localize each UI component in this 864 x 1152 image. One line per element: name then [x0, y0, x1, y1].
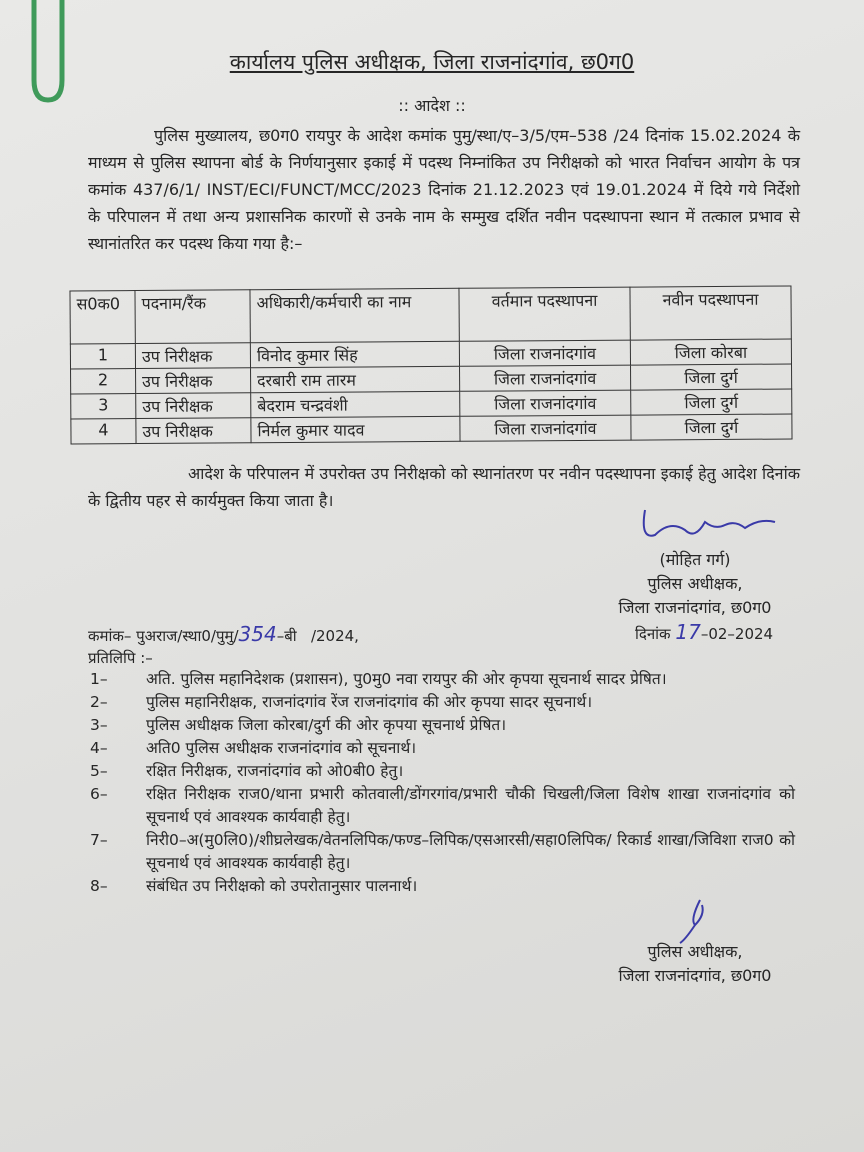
- item-number: 7–: [90, 831, 108, 849]
- list-item: [90, 668, 795, 691]
- col-new-posting: नवीन पदस्थापना: [630, 286, 791, 340]
- item-number: 4–: [90, 739, 108, 757]
- signatory-office: जिला राजनांदगांव, छ0ग0: [618, 598, 772, 617]
- cell-serial: 2: [71, 369, 136, 394]
- cell-rank: उप निरीक्षक: [136, 368, 251, 394]
- closing-paragraph: आदेश के परिपालन में उपरोक्त उप निरीक्षको को स्थानांतरण पर नवीन पदस्थापना इकाई हेतु आदेश दिनांक के द्वितीय पहर से कार्यमुक्त किया जाता है।: [88, 464, 800, 510]
- cell-name: दरबारी राम तारम: [251, 366, 460, 392]
- item-text: अति0 पुलिस अधीक्षक राजनांदगांव को सूचनार्थ।: [146, 739, 417, 757]
- cell-rank: उप निरीक्षक: [136, 393, 251, 419]
- list-item: [90, 783, 795, 829]
- list-item: [90, 714, 795, 737]
- table-header-row: [70, 286, 791, 344]
- col-serial: स0क0: [70, 291, 135, 344]
- signatory-block: [590, 548, 800, 620]
- item-text: पुलिस महानिरीक्षक, राजनांदगांव रेंज राजनांदगांव की ओर कृपया सादर सूचनार्थ।: [146, 693, 593, 711]
- list-item: [90, 691, 795, 714]
- item-number: 1–: [90, 670, 108, 688]
- ref-suffix: –बी /2024,: [276, 627, 359, 645]
- item-number: 6–: [90, 785, 108, 803]
- office-title: कार्यालय पुलिस अधीक्षक, जिला राजनांदगांव, छ0ग0: [229, 50, 635, 74]
- copy-header: प्रतिलिपि :–: [88, 649, 153, 667]
- signature-icon: [625, 500, 795, 550]
- cell-new: जिला कोरबा: [630, 339, 791, 365]
- col-current-posting: वर्तमान पदस्थापना: [459, 287, 630, 341]
- copy-list: [90, 668, 795, 898]
- signatory-name: (मोहित गर्ग): [659, 550, 731, 569]
- cell-serial: 1: [70, 344, 135, 369]
- cell-new: जिला दुर्ग: [631, 414, 792, 440]
- list-item: [90, 737, 795, 760]
- col-rank: पदनाम/रैंक: [135, 290, 250, 344]
- item-text: रक्षित निरीक्षक, राजनांदगांव को ओ0बी0 हेतु।: [146, 762, 404, 780]
- signatory-designation: पुलिस अधीक्षक,: [647, 574, 743, 593]
- signatory2-office: जिला राजनांदगांव, छ0ग0: [618, 966, 772, 985]
- cell-current: जिला राजनांदगांव: [460, 365, 631, 391]
- cell-name: बेदराम चन्द्रवंशी: [251, 391, 460, 417]
- ref-handwritten-number: 354: [238, 622, 277, 646]
- cell-rank: उप निरीक्षक: [136, 418, 251, 444]
- date-day: 17: [675, 620, 701, 644]
- cell-new: जिला दुर्ग: [631, 389, 792, 415]
- cell-current: जिला राजनांदगांव: [460, 415, 631, 441]
- item-number: 8–: [90, 877, 108, 895]
- cell-current: जिला राजनांदगांव: [460, 390, 631, 416]
- col-name: अधिकारी/कर्मचारी का नाम: [250, 288, 459, 342]
- transfer-table: [69, 285, 792, 444]
- date-label: दिनांक: [635, 625, 671, 643]
- cell-new: जिला दुर्ग: [631, 364, 792, 390]
- signatory2-designation: पुलिस अधीक्षक,: [647, 942, 743, 961]
- item-text: पुलिस अधीक्षक जिला कोरबा/दुर्ग की ओर कृपया सूचनार्थ प्रेषित।: [146, 716, 507, 734]
- reference-number: [88, 622, 359, 646]
- item-text: रक्षित निरीक्षक राज0/थाना प्रभारी कोतवाली/डोंगरगांव/प्रभारी चौकी चिखली/जिला विशेष शाखा राजनांदगांव को सूचनार्थ एवं आवश्यक कार्यवाही हेतु।: [146, 785, 795, 826]
- item-number: 3–: [90, 716, 108, 734]
- intro-paragraph: पुलिस मुख्यालय, छ0ग0 रायपुर के आदेश कमांक पुमु/स्था/ए–3/5/एम–538 /24 दिनांक 15.02.2024 के माध्यम से पुलिस स्थापना बोर्ड के निर्णयानुसार इकाई में पदस्थ निम्नांकित उप निरीक्षको को भारत निर्वाचन आयोग के पत्र कमांक 437/6/1/ INST/ECI/FUNCT/MCC/2023 दिनांक 21.12.2023 एवं 19.01.2024 में दिये गये निर्देशो के परिपालन में तथा अन्य प्रशासनिक कारणों से उनके नाम के सम्मुख दर्शित नवीन पदस्थापना स्थान में तत्काल प्रभाव से स्थानांतरित कर पदस्थ किया गया है:–: [88, 126, 800, 253]
- ref-prefix: कमांक– पुअराज/स्था0/पुमु/: [88, 627, 239, 645]
- list-item: [90, 829, 795, 875]
- cell-current: जिला राजनांदगांव: [459, 340, 630, 366]
- item-number: 5–: [90, 762, 108, 780]
- list-item: [90, 760, 795, 783]
- date-rest: –02–2024: [700, 625, 774, 643]
- cell-name: विनोद कुमार सिंह: [250, 341, 459, 367]
- cell-serial: 4: [71, 419, 136, 444]
- item-number: 2–: [90, 693, 108, 711]
- cell-rank: उप निरीक्षक: [135, 343, 250, 369]
- initial-signature-icon: [660, 895, 720, 945]
- signatory-block-2: [590, 940, 800, 988]
- item-text: निरी0–अ(मु0लि0)/शीघ्रलेखक/वेतनलिपिक/फण्ड–लिपिक/एसआरसी/सहा0लिपिक/ रिकार्ड शाखा/जिविशा राज0 को सूचनार्थ एवं आवश्यक कार्यवाही हेतु।: [146, 831, 795, 872]
- item-text: संबंधित उप निरीक्षको को उपरोतानुसार पालनार्थ।: [146, 877, 418, 895]
- order-heading: :: आदेश ::: [398, 96, 466, 115]
- cell-serial: 3: [71, 394, 136, 419]
- item-text: अति. पुलिस महानिदेशक (प्रशासन), पु0मु0 नवा रायपुर की ओर कृपया सूचनार्थ सादर प्रेषित।: [146, 670, 667, 688]
- order-date: [635, 620, 773, 644]
- cell-name: निर्मल कुमार यादव: [251, 416, 460, 442]
- table-row: [71, 414, 792, 444]
